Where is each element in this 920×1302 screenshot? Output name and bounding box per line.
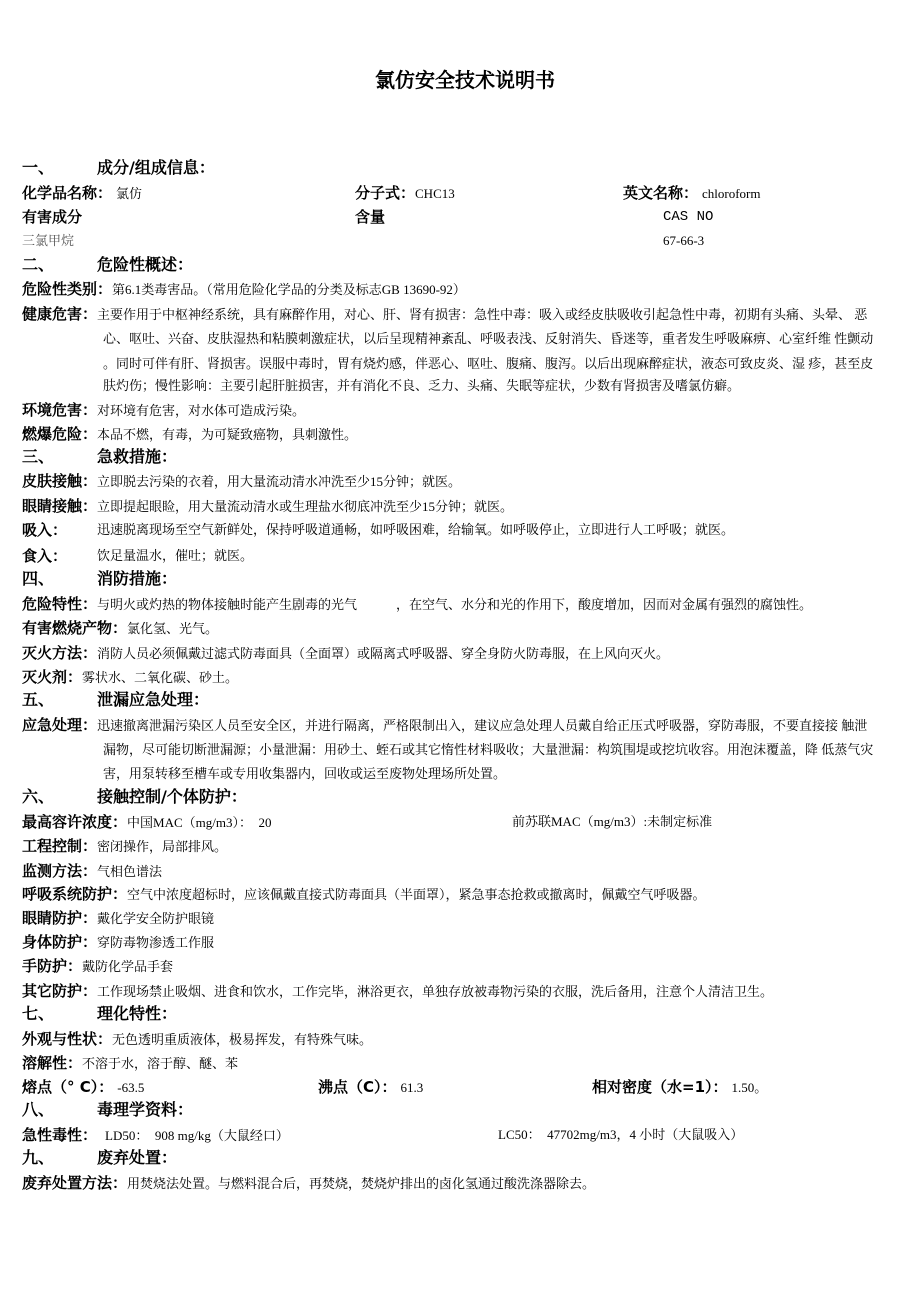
field-value: 氯仿 xyxy=(116,186,143,201)
field-value: 第6.1类毒害品。（常用危险化学品的分类及标志GB 13690-92） xyxy=(112,282,466,297)
section-title: 接触控制/个体防护： xyxy=(97,787,247,806)
health-hazard-line: 心、呕吐、兴奋、皮肤湿热和粘膜刺激症状，以后呈现精神紊乱、呼吸表浅、反射消失、昏迷等，重者发生呼吸麻痹、心室纤维 性颤动 xyxy=(103,331,874,346)
field-label: 有害燃烧产物： xyxy=(22,619,128,637)
field-label: 皮肤接触： xyxy=(22,472,98,490)
field-value: 雾状水、二氧化碳、砂土。 xyxy=(82,670,239,685)
body-protection-row xyxy=(22,932,214,953)
field-value: 1.50。 xyxy=(731,1080,768,1095)
content-header: 含量 xyxy=(355,208,386,226)
field-value: 与明火或灼热的物体接触时能产生剧毒的光气 ，在空气、水分和光的作用下，酸度增加，因而对金属有强烈的腐蚀性。 xyxy=(97,597,813,612)
field-label: 分子式： xyxy=(355,184,416,202)
field-label: 眼睛防护： xyxy=(22,909,98,927)
cas-header: CAS NO xyxy=(663,209,714,225)
section-number: 九、 xyxy=(22,1148,55,1167)
section-title: 成分/组成信息： xyxy=(97,158,215,177)
section-title: 急救措施： xyxy=(97,447,178,466)
field-value: 中国MAC（mg/m3）： 20 xyxy=(127,815,272,830)
appearance-row xyxy=(22,1029,372,1050)
field-label: 身体防护： xyxy=(22,933,98,951)
inhalation-value: 迅速脱离现场至空气新鲜处，保持呼吸道通畅，如呼吸困难，给输氧。如呼吸停止，立即进行人工呼吸；就医。 xyxy=(97,522,735,537)
field-label: 手防护： xyxy=(22,957,83,975)
field-value: chloroform xyxy=(702,186,761,201)
solubility-row xyxy=(22,1053,238,1074)
lc50-value: LC50： 47702mg/m3，4 小时（大鼠吸入） xyxy=(498,1127,744,1142)
field-label: 环境危害： xyxy=(22,401,98,419)
field-label: 灭火剂： xyxy=(22,668,83,686)
field-label: 呼吸系统防护： xyxy=(22,885,128,903)
engineering-control-row xyxy=(22,836,227,857)
other-protection-row xyxy=(22,981,773,1002)
section-title: 毒理学资料： xyxy=(97,1100,194,1119)
respiratory-protection-row xyxy=(22,884,706,905)
eye-contact-row xyxy=(22,496,513,517)
field-label: 急性毒性： xyxy=(22,1126,98,1144)
section-number: 三、 xyxy=(22,447,55,466)
hazard-category-row xyxy=(22,279,466,300)
section-number: 七、 xyxy=(22,1004,55,1023)
health-hazard-line: 。同时可伴有肝、肾损害。误服中毒时，胃有烧灼感，伴恶心、呕吐、腹痛、腹泻。以后出现麻醉症状，液态可致皮炎、湿 疹，甚至皮 xyxy=(103,356,874,371)
field-value: 立即提起眼睑，用大量流动清水或生理盐水彻底冲洗至少15分钟；就医。 xyxy=(97,499,514,514)
section-number: 一、 xyxy=(22,158,55,177)
section-6-heading xyxy=(22,787,247,807)
health-hazard-row xyxy=(22,304,867,325)
field-value: 立即脱去污染的衣着，用大量流动清水冲洗至少15分钟；就医。 xyxy=(97,474,462,489)
section-title: 消防措施： xyxy=(97,569,178,588)
env-hazard-row xyxy=(22,400,305,421)
field-value: 主要作用于中枢神经系统，具有麻醉作用，对心、肝、肾有损害：急性中毒：吸入或经皮肤吸收引起急性中毒，初期有头痛、头晕、 恶 xyxy=(97,307,868,322)
english-name-field xyxy=(623,183,761,204)
section-8-heading xyxy=(22,1100,193,1120)
section-number: 八、 xyxy=(22,1100,55,1119)
cas-value: 67-66-3 xyxy=(663,233,705,248)
field-value: 戴化学安全防护眼镜 xyxy=(97,911,215,926)
field-value: 不溶于水，溶于醇、醚、苯 xyxy=(82,1056,239,1071)
field-value: 消防人员必须佩戴过滤式防毒面具（全面罩）或隔离式呼吸器、穿全身防火防毒服，在上风向灭火。 xyxy=(97,646,670,661)
extinguish-agent-row xyxy=(22,667,238,688)
section-1-heading xyxy=(22,158,215,178)
field-value: 气相色谱法 xyxy=(97,864,163,879)
field-value: 穿防毒物渗透工作服 xyxy=(97,935,215,950)
monitoring-method-row xyxy=(22,861,162,882)
inhalation-label: 吸入： xyxy=(22,521,68,539)
field-label: 熔点（° C）： xyxy=(22,1078,114,1096)
section-7-heading xyxy=(22,1004,177,1024)
section-title: 危险性概述： xyxy=(97,255,194,274)
field-value: CHC13 xyxy=(415,186,455,201)
field-label: 外观与性状： xyxy=(22,1030,113,1048)
section-number: 四、 xyxy=(22,569,55,588)
melting-point-field xyxy=(22,1077,144,1098)
health-hazard-line: 肤灼伤；慢性影响：主要引起肝脏损害，并有消化不良、乏力、头痛、失眠等症状，少数有肾损害及嗜氯仿癖。 xyxy=(103,378,741,393)
document-title: 氯仿安全技术说明书 xyxy=(375,68,555,92)
field-value: 61.3 xyxy=(400,1080,424,1095)
hand-protection-row xyxy=(22,956,173,977)
eye-protection-row xyxy=(22,908,214,929)
field-value: 工作现场禁止吸烟、进食和饮水，工作完毕，淋浴更衣，单独存放被毒物污染的衣服，洗后备用，注意个人清洁卫生。 xyxy=(97,984,774,999)
section-title: 理化特性： xyxy=(97,1004,178,1023)
field-label: 灭火方法： xyxy=(22,644,98,662)
section-2-heading xyxy=(22,255,193,275)
section-number: 六、 xyxy=(22,787,55,806)
field-label: 危险特性： xyxy=(22,595,98,613)
section-5-heading xyxy=(22,690,209,710)
field-value: 空气中浓度超标时，应该佩戴直接式防毒面具（半面罩），紧急事态抢救或撤离时，佩戴空气呼吸器。 xyxy=(127,887,706,902)
field-label: 最高容许浓度： xyxy=(22,813,128,831)
emergency-response-line: 害，用泵转移至槽车或专用收集器内，回收或运至废物处理场所处置。 xyxy=(103,766,507,781)
field-label: 废弃处置方法： xyxy=(22,1174,128,1192)
field-label: 相对密度（水=1）： xyxy=(592,1078,728,1096)
acute-toxicity-row xyxy=(22,1125,289,1146)
field-label: 沸点（C）： xyxy=(318,1078,397,1096)
ingestion-label: 食入： xyxy=(22,547,68,565)
ld50-value: LD50： 908 mg/kg（大鼠经口） xyxy=(105,1128,289,1143)
hazard-properties-row xyxy=(22,594,812,615)
section-title: 废弃处置： xyxy=(97,1148,178,1167)
field-label: 危险性类别： xyxy=(22,280,113,298)
field-label: 化学品名称： xyxy=(22,184,113,202)
formula-field xyxy=(355,183,455,204)
chem-name-row xyxy=(22,183,142,204)
field-label: 眼睛接触： xyxy=(22,497,98,515)
field-value: 用焚烧法处置。与燃料混合后，再焚烧，焚烧炉排出的卤化氢通过酸洗涤器除去。 xyxy=(127,1176,596,1191)
field-label: 健康危害： xyxy=(22,305,98,323)
field-label: 其它防护： xyxy=(22,982,98,1000)
section-3-heading xyxy=(22,447,177,467)
field-value: 无色透明重质液体，极易挥发，有特殊气味。 xyxy=(112,1032,373,1047)
mac-row xyxy=(22,812,271,833)
field-label: 监测方法： xyxy=(22,862,98,880)
mac-ussr-value: 前苏联MAC（mg/m3）:未制定标准 xyxy=(512,814,713,829)
boiling-point-field xyxy=(318,1077,423,1098)
section-9-heading xyxy=(22,1148,177,1168)
section-4-heading xyxy=(22,569,177,589)
emergency-response-row xyxy=(22,715,867,736)
field-value: 戴防化学品手套 xyxy=(82,959,174,974)
relative-density-field xyxy=(592,1077,767,1098)
field-label: 工程控制： xyxy=(22,837,98,855)
section-number: 二、 xyxy=(22,255,55,274)
hazard-component-value: 三氯甲烷 xyxy=(22,233,75,248)
disposal-method-row xyxy=(22,1173,595,1194)
field-label: 英文名称： xyxy=(623,184,699,202)
ingestion-value: 饮足量温水，催吐；就医。 xyxy=(97,548,254,563)
field-label: 应急处理： xyxy=(22,716,98,734)
field-value: 氯化氢、光气。 xyxy=(127,621,219,636)
skin-contact-row xyxy=(22,471,461,492)
emergency-response-line: 漏物，尽可能切断泄漏源；小量泄漏：用砂土、蛭石或其它惰性材料吸收；大量泄漏：构筑围堤或挖坑收容。用泡沫覆盖，降 低蒸气灾 xyxy=(103,742,874,757)
fire-hazard-row xyxy=(22,424,357,445)
section-title: 泄漏应急处理： xyxy=(97,690,210,709)
field-value: 对环境有危害，对水体可造成污染。 xyxy=(97,403,306,418)
field-value: 本品不燃，有毒，为可疑致癌物，具刺激性。 xyxy=(97,427,358,442)
combustion-products-row xyxy=(22,618,218,639)
field-value: 迅速撤离泄漏污染区人员至安全区，并进行隔离，严格限制出入，建议应急处理人员戴自给正压式呼吸器，穿防毒服，不要直接接 触泄 xyxy=(97,718,868,733)
section-number: 五、 xyxy=(22,690,55,709)
hazard-component-header: 有害成分 xyxy=(22,208,83,226)
field-label: 燃爆危险： xyxy=(22,425,98,443)
field-label: 溶解性： xyxy=(22,1054,83,1072)
extinguish-method-row xyxy=(22,643,669,664)
field-value: -63.5 xyxy=(117,1080,145,1095)
field-value: 密闭操作，局部排风。 xyxy=(97,839,228,854)
